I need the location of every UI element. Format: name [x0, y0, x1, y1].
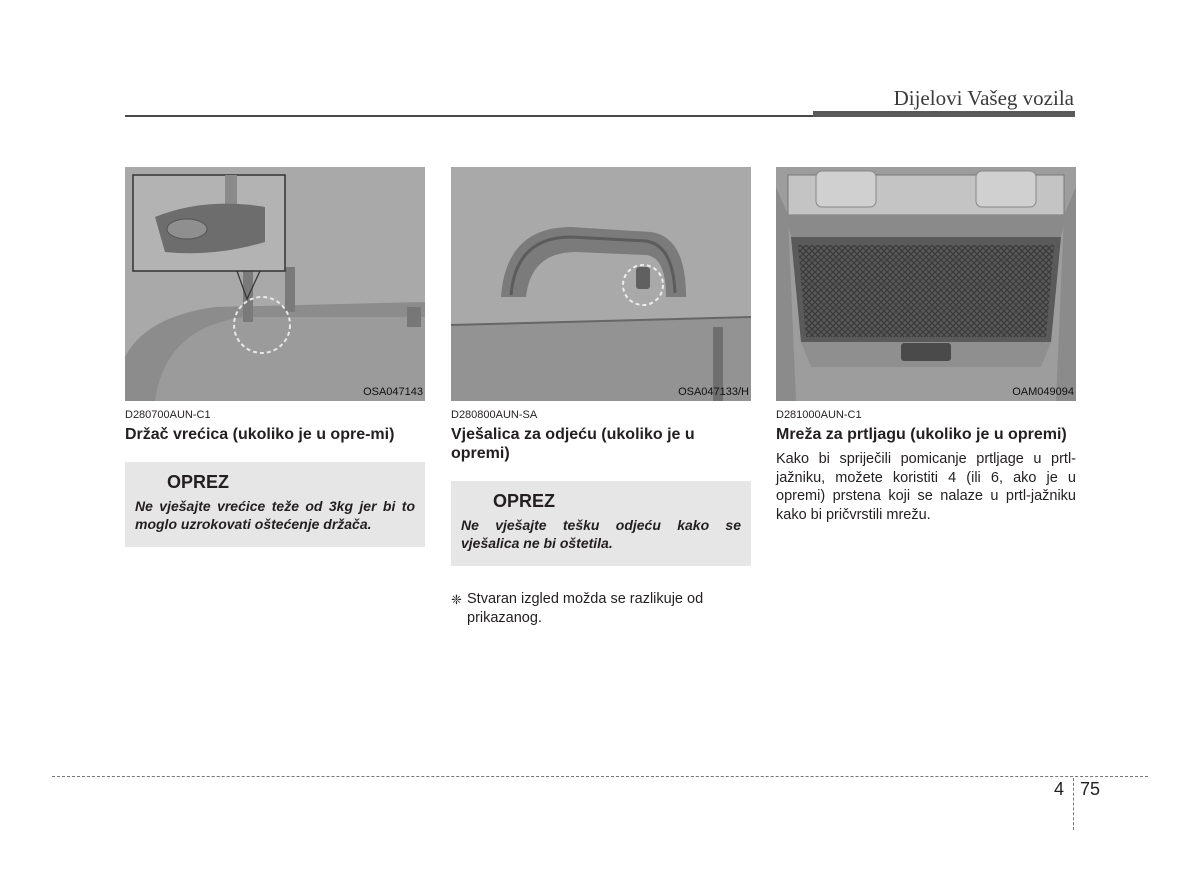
caution-heading: OPREZ — [167, 472, 230, 492]
luggage-net-illustration — [776, 167, 1076, 401]
figure-coat-hook — [451, 167, 751, 401]
caution-box — [451, 481, 751, 566]
reference-code: D280800AUN-SA — [451, 409, 538, 421]
reference-code: D280700AUN-C1 — [125, 409, 211, 421]
appearance-note — [451, 590, 751, 628]
note-text: Stvaran izgled možda se razlikuje od prikazanog. — [467, 591, 704, 626]
header-rule — [125, 115, 815, 117]
header-rule-accent — [813, 111, 1075, 117]
caution-text: Ne vješajte vrećice teže od 3kg jer bi to moglo uzrokovati oštećenje držača. — [135, 498, 415, 532]
section-title: Vješalica za odjeću (ukoliko je u opremi) — [451, 426, 695, 462]
caution-heading: OPREZ — [493, 491, 556, 511]
section-title: Držač vrećica (ukoliko je u opre-mi) — [125, 426, 395, 443]
figure-code: OAM049094 — [1012, 386, 1074, 398]
coat-hook-illustration — [451, 167, 751, 401]
figure-code: OSA047143 — [363, 386, 423, 398]
bag-holder-illustration — [125, 167, 425, 401]
footer-dashed-rule — [52, 776, 1148, 777]
section-coat-hook — [451, 167, 751, 628]
section-luggage-net — [776, 167, 1076, 524]
page-header-title: Dijelovi Vašeg vozila — [893, 86, 1074, 110]
section-title: Mreža za prtljagu (ukoliko je u opremi) — [776, 426, 1067, 443]
figure-luggage-net — [776, 167, 1076, 401]
figure-code: OSA047133/H — [678, 386, 749, 398]
reference-code: D281000AUN-C1 — [776, 409, 862, 421]
note-symbol-icon: ❈ — [451, 592, 462, 607]
footer-dashed-divider — [1073, 778, 1074, 830]
page-number: 75 — [1080, 779, 1101, 799]
figure-bag-holder — [125, 167, 425, 401]
section-body: Kako bi spriječili pomicanje prtljage u prtl-jažniku, možete koristiti 4 (ili 6, ako je u opremi) prstena koji se nalaze u prtl-jažniku kako bi pričvrstili mrežu. — [776, 451, 1076, 523]
caution-text: Ne vješajte tešku odjeću kako se vješalica ne bi oštetila. — [461, 517, 741, 551]
chapter-number: 4 — [1054, 779, 1065, 799]
section-bag-holder — [125, 167, 425, 547]
caution-box — [125, 462, 425, 547]
